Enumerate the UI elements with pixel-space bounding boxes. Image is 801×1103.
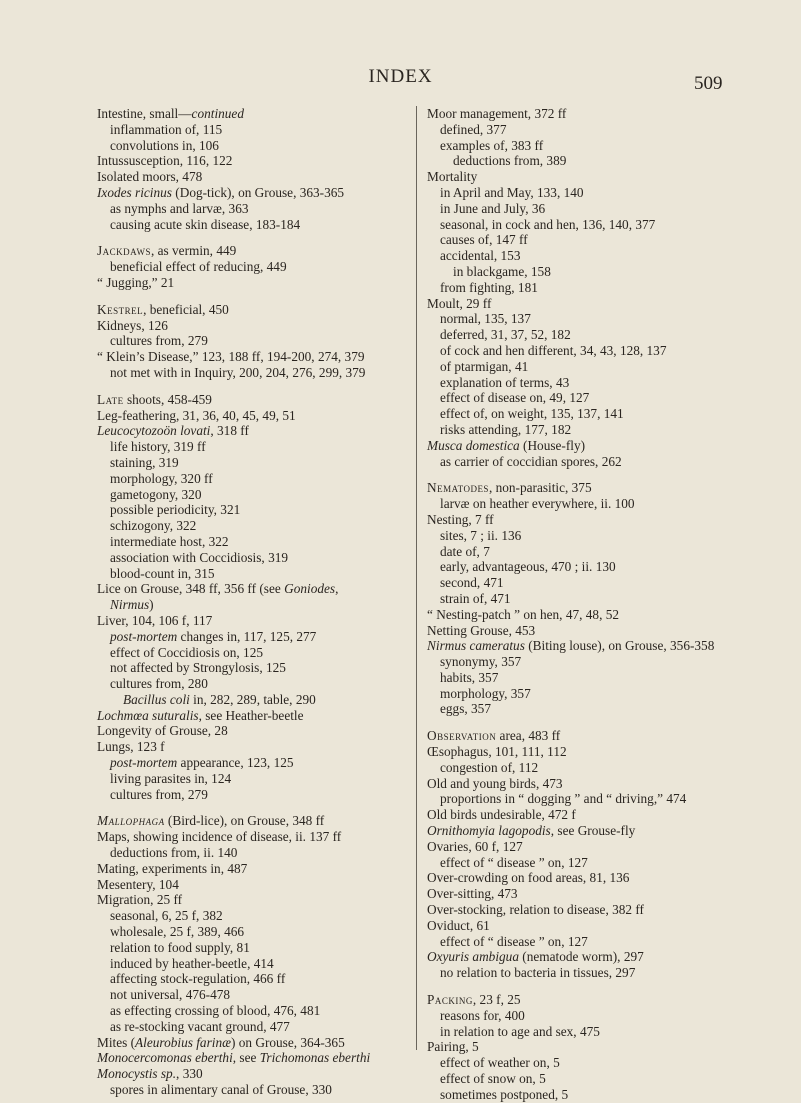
entry-text: Bacillus coli: [123, 691, 190, 707]
index-entry: [427, 296, 757, 312]
index-subentry: [97, 518, 417, 534]
entry-text: effect of Coccidiosis on, 125: [110, 644, 264, 660]
index-subentry: [97, 138, 417, 154]
entry-text: shoots, 458-459: [123, 391, 212, 407]
entry-text: Observation: [427, 728, 497, 744]
entry-text: Intussusception, 116, 122: [97, 153, 233, 169]
index-entry: [427, 902, 757, 918]
entry-text: explanation of terms, 43: [440, 374, 570, 390]
entry-text: gametogony, 320: [110, 486, 202, 502]
entry-text: ): [149, 597, 154, 613]
entry-text: “ Jugging,” 21: [97, 274, 175, 290]
index-subentry: [97, 956, 417, 972]
entry-text: , see: [232, 1050, 260, 1066]
entry-text: effect of disease on, 49, 127: [440, 390, 590, 406]
entry-text: Leucocytozoön lovati: [97, 423, 211, 439]
index-entry: [97, 408, 417, 424]
index-subentry: [97, 487, 417, 503]
entry-text: Over-stocking, relation to disease, 382 ff: [427, 902, 644, 918]
entry-text: deductions from, 389: [453, 153, 567, 169]
page-title: INDEX: [368, 66, 433, 87]
index-subentry: [97, 439, 417, 455]
index-subentry: [97, 259, 417, 275]
index-subentry: [427, 670, 757, 686]
index-entry: [427, 623, 757, 639]
entry-text: defined, 377: [440, 121, 507, 137]
index-entry: [427, 839, 757, 855]
entry-text: in relation to age and sex, 475: [440, 1023, 600, 1039]
entry-text: intermediate host, 322: [110, 533, 229, 549]
index-entry: [97, 302, 417, 318]
entry-text: Kidneys, 126: [97, 317, 168, 333]
entry-text: early, advantageous, 470 ; ii. 130: [440, 559, 616, 575]
entry-text: Ornithomyia lagopodis: [427, 823, 551, 839]
entry-text: (Biting louse), on Grouse, 356-358: [524, 638, 715, 654]
index-entry: [97, 106, 417, 122]
entry-text: inflammation of, 115: [110, 121, 223, 137]
entry-text: Trichomonas eberthi: [259, 1050, 371, 1066]
entry-text: , beneficial, 450: [143, 301, 229, 317]
index-subentry: [427, 965, 757, 981]
index-entry: [427, 886, 757, 902]
index-entry: [427, 823, 757, 839]
index-entry: [97, 169, 417, 185]
entry-text: Lochmœa suturalis: [97, 707, 199, 723]
entry-text: Mesentery, 104: [97, 876, 179, 892]
entry-text: schizogony, 322: [110, 518, 197, 534]
index-subentry: [97, 566, 417, 582]
entry-text: Ovaries, 60 f, 127: [427, 838, 523, 854]
index-subentry: [97, 771, 417, 787]
index-subentry: [97, 365, 417, 381]
index-subentry: [97, 676, 417, 692]
index-entry: [97, 723, 417, 739]
entry-text: , 330: [176, 1066, 203, 1082]
index-subentry: [427, 791, 757, 807]
index-subentry: [427, 544, 757, 560]
entry-text: Intestine, small—: [97, 106, 192, 121]
index-subentry: [97, 629, 417, 645]
index-subentry: [427, 454, 757, 470]
entry-text: blood-count in, 315: [110, 565, 215, 581]
entry-text: congestion of, 112: [440, 759, 539, 775]
entry-text: Moor management, 372 ff: [427, 106, 567, 121]
index-entry: [427, 744, 757, 760]
entry-text: seasonal, in cock and hen, 136, 140, 377: [440, 216, 656, 232]
index-subentry: [427, 375, 757, 391]
entry-text: Oxyuris ambigua: [427, 949, 519, 965]
index-entry: [427, 949, 757, 965]
entry-text: Lungs, 123 f: [97, 739, 165, 755]
index-column-left: [97, 106, 417, 1098]
entry-text: Nesting, 7 ff: [427, 511, 494, 527]
section-gap: [427, 469, 757, 480]
entry-text: not met with in Inquiry, 200, 204, 276, 299, 379: [110, 364, 366, 380]
index-subentry: [427, 122, 757, 138]
index-subentry: [427, 575, 757, 591]
entry-text: Liver, 104, 106 f, 117: [97, 612, 213, 628]
index-subentry: [97, 201, 417, 217]
entry-text: Mites (: [97, 1034, 136, 1050]
index-entry: [97, 153, 417, 169]
entry-text: life history, 319 ff: [110, 439, 206, 455]
entry-text: effect of weather on, 5: [440, 1055, 560, 1071]
index-subentry: [427, 422, 757, 438]
entry-text: , as vermin, 449: [150, 243, 237, 259]
entry-text: deductions from, ii. 140: [110, 845, 238, 861]
index-entry: [427, 512, 757, 528]
section-gap: [427, 981, 757, 992]
index-entry: [97, 581, 417, 597]
entry-text: , see Heather-beetle: [198, 707, 304, 723]
index-entry: [427, 1039, 757, 1055]
index-subentry: [427, 1087, 757, 1103]
index-subentry: [427, 496, 757, 512]
index-subentry: [427, 559, 757, 575]
entry-text: of ptarmigan, 41: [440, 358, 529, 374]
entry-text: Nirmus: [110, 597, 150, 613]
index-subentry: [97, 455, 417, 471]
entry-text: from fighting, 181: [440, 279, 538, 295]
entry-text: , 318 ff: [210, 423, 249, 439]
index-entry: [97, 1035, 417, 1051]
index-subentry: [97, 1019, 417, 1035]
index-subentry: [97, 924, 417, 940]
index-entry: [427, 480, 757, 496]
entry-text: synonymy, 357: [440, 654, 522, 670]
index-entry: [97, 318, 417, 334]
section-gap: [97, 802, 417, 813]
entry-text: Œsophagus, 101, 111, 112: [427, 744, 567, 760]
index-subentry: [427, 327, 757, 343]
index-entry: [97, 861, 417, 877]
entry-text: as effecting crossing of blood, 476, 481: [110, 1003, 321, 1019]
index-subentry: [427, 390, 757, 406]
index-subentry: [427, 248, 757, 264]
index-entry: [97, 1066, 417, 1082]
index-subentry: [427, 359, 757, 375]
entry-text: Musca domestica: [427, 437, 520, 453]
entry-text: date of, 7: [440, 543, 490, 559]
entry-text: ,: [335, 581, 339, 597]
entry-text: Mortality: [427, 169, 478, 185]
index-subentry: [427, 264, 757, 280]
entry-text: (Bird-lice), on Grouse, 348 ff: [164, 813, 325, 829]
index-subentry: [97, 940, 417, 956]
entry-text: Late: [97, 391, 124, 407]
entry-text: Aleurobius farinæ: [135, 1034, 231, 1050]
index-entry: [97, 423, 417, 439]
entry-text: Mallophaga: [97, 813, 165, 829]
index-subentry: [427, 1055, 757, 1071]
index-entry: [427, 438, 757, 454]
index-entry: [97, 613, 417, 629]
entry-text: living parasites in, 124: [110, 770, 232, 786]
entry-text: Nirmus cameratus: [427, 638, 525, 654]
entry-text: association with Coccidiosis, 319: [110, 549, 289, 565]
entry-text: wholesale, 25 f, 389, 466: [110, 924, 245, 940]
entry-text: cultures from, 279: [110, 333, 208, 349]
index-entry: [97, 739, 417, 755]
entry-text: in April and May, 133, 140: [440, 184, 584, 200]
entry-text: sites, 7 ; ii. 136: [440, 527, 522, 543]
index-entry: [427, 106, 757, 122]
entry-text: seasonal, 6, 25 f, 382: [110, 908, 223, 924]
index-entry: [97, 392, 417, 408]
index-subentry: [427, 701, 757, 717]
index-entry: [97, 877, 417, 893]
index-entry: [97, 275, 417, 291]
index-subentry: [427, 1024, 757, 1040]
index-entry: [427, 870, 757, 886]
entry-text: Mating, experiments in, 487: [97, 860, 248, 876]
index-subentry: [427, 311, 757, 327]
index-entry: [97, 892, 417, 908]
entry-text: as carrier of coccidian spores, 262: [440, 453, 622, 469]
index-subentry: [427, 591, 757, 607]
entry-text: causing acute skin disease, 183-184: [110, 216, 301, 232]
entry-text: cultures from, 280: [110, 676, 208, 692]
index-subentry: [97, 122, 417, 138]
entry-text: Isolated moors, 478: [97, 169, 203, 185]
index-entry: [97, 185, 417, 201]
entry-text: Kestrel: [97, 301, 144, 317]
entry-text: changes in, 117, 125, 277: [177, 628, 317, 644]
index-subentry: [97, 755, 417, 771]
entry-text: as re-stocking vacant ground, 477: [110, 1018, 290, 1034]
entry-text: risks attending, 177, 182: [440, 421, 572, 437]
entry-text: proportions in “ dogging ” and “ driving,” 474: [440, 791, 687, 807]
index-subentry: [97, 987, 417, 1003]
entry-text: Packing: [427, 992, 473, 1008]
entry-text: in blackgame, 158: [453, 263, 551, 279]
entry-text: , see Grouse-fly: [550, 823, 636, 839]
entry-text: Moult, 29 ff: [427, 295, 492, 311]
entry-text: as nymphs and larvæ, 363: [110, 200, 249, 216]
index-subentry: [97, 217, 417, 233]
entry-text: larvæ on heather everywhere, ii. 100: [440, 496, 635, 512]
index-subentry: [427, 686, 757, 702]
entry-text: convolutions in, 106: [110, 137, 219, 153]
index-subentry: [427, 406, 757, 422]
entry-text: Over-sitting, 473: [427, 886, 518, 902]
index-entry: [97, 1050, 417, 1066]
index-column-right: [427, 106, 757, 1103]
index-subentry: [427, 201, 757, 217]
entry-text: accidental, 153: [440, 248, 521, 264]
entry-text: possible periodicity, 321: [110, 502, 241, 518]
index-subentry: [97, 597, 417, 613]
index-subentry: [97, 1003, 417, 1019]
entry-text: in, 282, 289, table, 290: [189, 691, 316, 707]
entry-text: reasons for, 400: [440, 1007, 525, 1023]
entry-text: deferred, 31, 37, 52, 182: [440, 327, 571, 343]
index-subentry: [427, 934, 757, 950]
entry-text: Migration, 25 ff: [97, 892, 183, 908]
entry-text: effect of “ disease ” on, 127: [440, 933, 588, 949]
entry-text: eggs, 357: [440, 701, 491, 717]
index-subentry: [97, 787, 417, 803]
index-subentry: [427, 217, 757, 233]
entry-text: (House-fly): [519, 437, 586, 453]
entry-text: Maps, showing incidence of disease, ii. 137 ff: [97, 829, 342, 845]
index-entry: [427, 918, 757, 934]
entry-text: post-mortem: [110, 628, 178, 644]
entry-text: examples of, 383 ff: [440, 137, 544, 153]
entry-text: beneficial effect of reducing, 449: [110, 259, 287, 275]
index-subentry: [427, 343, 757, 359]
index-entry: [427, 638, 757, 654]
entry-text: Jackdaws: [97, 243, 151, 259]
entry-text: “ Klein’s Disease,” 123, 188 ff, 194-200, 274, 379: [97, 349, 365, 365]
entry-text: ) on Grouse, 364-365: [230, 1034, 345, 1050]
entry-text: not affected by Strongylosis, 125: [110, 660, 286, 676]
column-divider: [416, 106, 417, 1050]
index-entry: [97, 243, 417, 259]
index-subentry: [427, 654, 757, 670]
index-subentry: [97, 502, 417, 518]
index-entry: [97, 708, 417, 724]
index-subentry: [97, 692, 417, 708]
entry-text: continued: [191, 106, 244, 121]
index-subentry: [427, 153, 757, 169]
index-subentry: [97, 971, 417, 987]
index-entry: [97, 829, 417, 845]
entry-text: not universal, 476-478: [110, 987, 231, 1003]
entry-text: Over-crowding on food areas, 81, 136: [427, 870, 630, 886]
index-subentry: [97, 845, 417, 861]
entry-text: affecting stock-regulation, 466 ff: [110, 971, 286, 987]
entry-text: Goniodes: [284, 581, 336, 597]
entry-text: effect of, on weight, 135, 137, 141: [440, 406, 624, 422]
entry-text: Old and young birds, 473: [427, 775, 563, 791]
index-subentry: [427, 855, 757, 871]
entry-text: morphology, 357: [440, 685, 531, 701]
entry-text: area, 483 ff: [496, 728, 561, 744]
entry-text: Ixodes ricinus: [97, 184, 172, 200]
entry-text: Longevity of Grouse, 28: [97, 723, 228, 739]
entry-text: no relation to bacteria in tissues, 297: [440, 965, 636, 981]
entry-text: second, 471: [440, 575, 504, 591]
entry-text: sometimes postponed, 5: [440, 1086, 569, 1102]
index-subentry: [427, 185, 757, 201]
index-subentry: [427, 138, 757, 154]
index-entry: [427, 992, 757, 1008]
index-subentry: [97, 660, 417, 676]
index-subentry: [97, 333, 417, 349]
entry-text: effect of snow on, 5: [440, 1071, 546, 1087]
index-entry: [97, 349, 417, 365]
entry-text: induced by heather-beetle, 414: [110, 955, 274, 971]
entry-text: morphology, 320 ff: [110, 470, 213, 486]
entry-text: habits, 357: [440, 669, 499, 685]
section-gap: [427, 717, 757, 728]
index-entry: [427, 728, 757, 744]
page-number: 509: [694, 73, 723, 94]
entry-text: “ Nesting-patch ” on hen, 47, 48, 52: [427, 606, 620, 622]
index-subentry: [427, 1008, 757, 1024]
entry-text: post-mortem: [110, 755, 178, 771]
index-entry: [97, 813, 417, 829]
entry-text: normal, 135, 137: [440, 311, 531, 327]
index-entry: [427, 607, 757, 623]
index-subentry: [97, 550, 417, 566]
entry-text: (nematode worm), 297: [518, 949, 644, 965]
index-subentry: [97, 534, 417, 550]
entry-text: Netting Grouse, 453: [427, 622, 536, 638]
entry-text: , 23 f, 25: [472, 992, 521, 1008]
section-gap: [97, 232, 417, 243]
index-subentry: [427, 528, 757, 544]
entry-text: Monocystis sp.: [97, 1066, 177, 1082]
entry-text: Oviduct, 61: [427, 917, 490, 933]
entry-text: in June and July, 36: [440, 200, 546, 216]
entry-text: Leg-feathering, 31, 36, 40, 45, 49, 51: [97, 407, 296, 423]
section-gap: [97, 291, 417, 302]
entry-text: Nematodes: [427, 480, 489, 496]
entry-text: (Dog-tick), on Grouse, 363-365: [171, 184, 345, 200]
index-subentry: [427, 760, 757, 776]
index-subentry: [97, 908, 417, 924]
entry-text: relation to food supply, 81: [110, 939, 250, 955]
entry-text: effect of “ disease ” on, 127: [440, 854, 588, 870]
index-subentry: [427, 280, 757, 296]
entry-text: appearance, 123, 125: [177, 755, 294, 771]
index-subentry: [427, 1071, 757, 1087]
entry-text: , non-parasitic, 375: [488, 480, 592, 496]
index-entry: [427, 776, 757, 792]
index-subentry: [427, 232, 757, 248]
entry-text: strain of, 471: [440, 590, 511, 606]
index-entry: [427, 169, 757, 185]
entry-text: Pairing, 5: [427, 1039, 479, 1055]
index-subentry: [97, 645, 417, 661]
entry-text: causes of, 147 ff: [440, 232, 528, 248]
entry-text: Monocercomonas eberthi: [97, 1050, 233, 1066]
entry-text: spores in alimentary canal of Grouse, 330: [110, 1082, 332, 1098]
index-subentry: [97, 471, 417, 487]
index-entry: [427, 807, 757, 823]
entry-text: Lice on Grouse, 348 ff, 356 ff (see: [97, 581, 285, 597]
section-gap: [97, 381, 417, 392]
index-subentry: [97, 1082, 417, 1098]
entry-text: cultures from, 279: [110, 786, 208, 802]
entry-text: staining, 319: [110, 454, 179, 470]
entry-text: of cock and hen different, 34, 43, 128, 137: [440, 342, 667, 358]
entry-text: Old birds undesirable, 472 f: [427, 807, 576, 823]
